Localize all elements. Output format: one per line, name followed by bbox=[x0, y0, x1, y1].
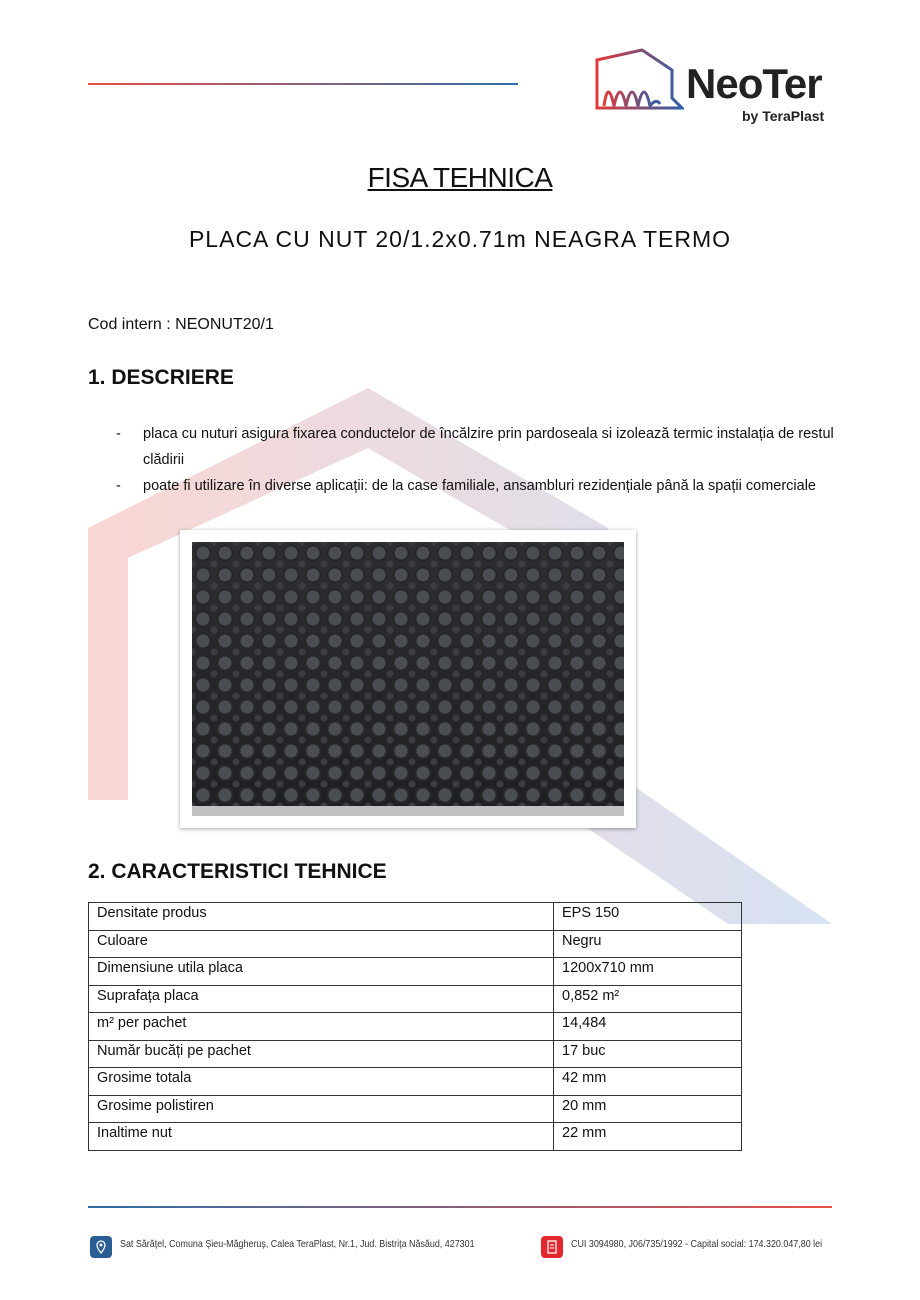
table-row bbox=[89, 1013, 742, 1041]
internal-code: Cod intern : NEONUT20/1 bbox=[88, 316, 274, 333]
spec-value: 17 buc bbox=[554, 1040, 742, 1068]
product-photo bbox=[180, 530, 636, 828]
spec-label: m² per pachet bbox=[89, 1013, 554, 1041]
section-heading-caracteristici: 2. CARACTERISTICI TEHNICE bbox=[88, 860, 387, 883]
section-heading-descriere: 1. DESCRIERE bbox=[88, 366, 234, 389]
header-divider bbox=[88, 83, 518, 85]
spec-label: Număr bucăți pe pachet bbox=[89, 1040, 554, 1068]
spec-label: Grosime totala bbox=[89, 1068, 554, 1096]
logo-name: NeoTer bbox=[686, 60, 822, 107]
table-row bbox=[89, 930, 742, 958]
neoter-logo-icon bbox=[594, 48, 684, 116]
spec-value: 20 mm bbox=[554, 1095, 742, 1123]
list-item-text: placa cu nuturi asigura fixarea conductelor de încălzire prin pardoseala si izolează termic instalația de restul clădirii bbox=[143, 426, 834, 468]
spec-label: Culoare bbox=[89, 930, 554, 958]
logo-subtitle: by TeraPlast bbox=[742, 108, 825, 124]
footer-address: Sat Sărățel, Comuna Șieu-Măgheruș, Calea TeraPlast, Nr.1, Jud. Bistrița Năsăud, 427301 bbox=[120, 1238, 475, 1250]
spec-value: 0,852 m² bbox=[554, 985, 742, 1013]
table-row bbox=[89, 1040, 742, 1068]
list-item: - placa cu nuturi asigura fixarea conductelor de încălzire prin pardoseala si izolează termic instalația de restul clădirii bbox=[116, 421, 836, 473]
table-row bbox=[89, 1123, 742, 1151]
spec-value: EPS 150 bbox=[554, 903, 742, 931]
spec-label: Dimensiune utila placa bbox=[89, 958, 554, 986]
spec-value: 42 mm bbox=[554, 1068, 742, 1096]
table-row bbox=[89, 1068, 742, 1096]
spec-label: Suprafața placa bbox=[89, 985, 554, 1013]
table-row bbox=[89, 903, 742, 931]
footer-divider bbox=[88, 1206, 832, 1208]
spec-value: 22 mm bbox=[554, 1123, 742, 1151]
document-icon bbox=[541, 1236, 563, 1258]
spec-value: Negru bbox=[554, 930, 742, 958]
product-name: PLACA CU NUT 20/1.2x0.71m NEAGRA TERMO bbox=[188, 226, 732, 252]
footer-company-info: CUI 3094980, J06/735/1992 - Capital social: 174.320.047,80 lei bbox=[571, 1238, 823, 1250]
spec-label: Densitate produs bbox=[89, 903, 554, 931]
spec-value: 14,484 bbox=[554, 1013, 742, 1041]
page-title: FISA TEHNICA bbox=[367, 162, 553, 193]
list-item: - poate fi utilizare în diverse aplicații: de la case familiale, ansambluri rezidențiale până la spații comerciale bbox=[116, 473, 836, 499]
table-row bbox=[89, 985, 742, 1013]
table-row bbox=[89, 958, 742, 986]
table-row bbox=[89, 1095, 742, 1123]
spec-label: Grosime polistiren bbox=[89, 1095, 554, 1123]
specs-table bbox=[88, 902, 742, 1151]
spec-value: 1200x710 mm bbox=[554, 958, 742, 986]
spec-label: Inaltime nut bbox=[89, 1123, 554, 1151]
list-item-text: poate fi utilizare în diverse aplicații: de la case familiale, ansambluri rezidențiale până la spații comerciale bbox=[143, 478, 816, 494]
location-pin-icon bbox=[90, 1236, 112, 1258]
